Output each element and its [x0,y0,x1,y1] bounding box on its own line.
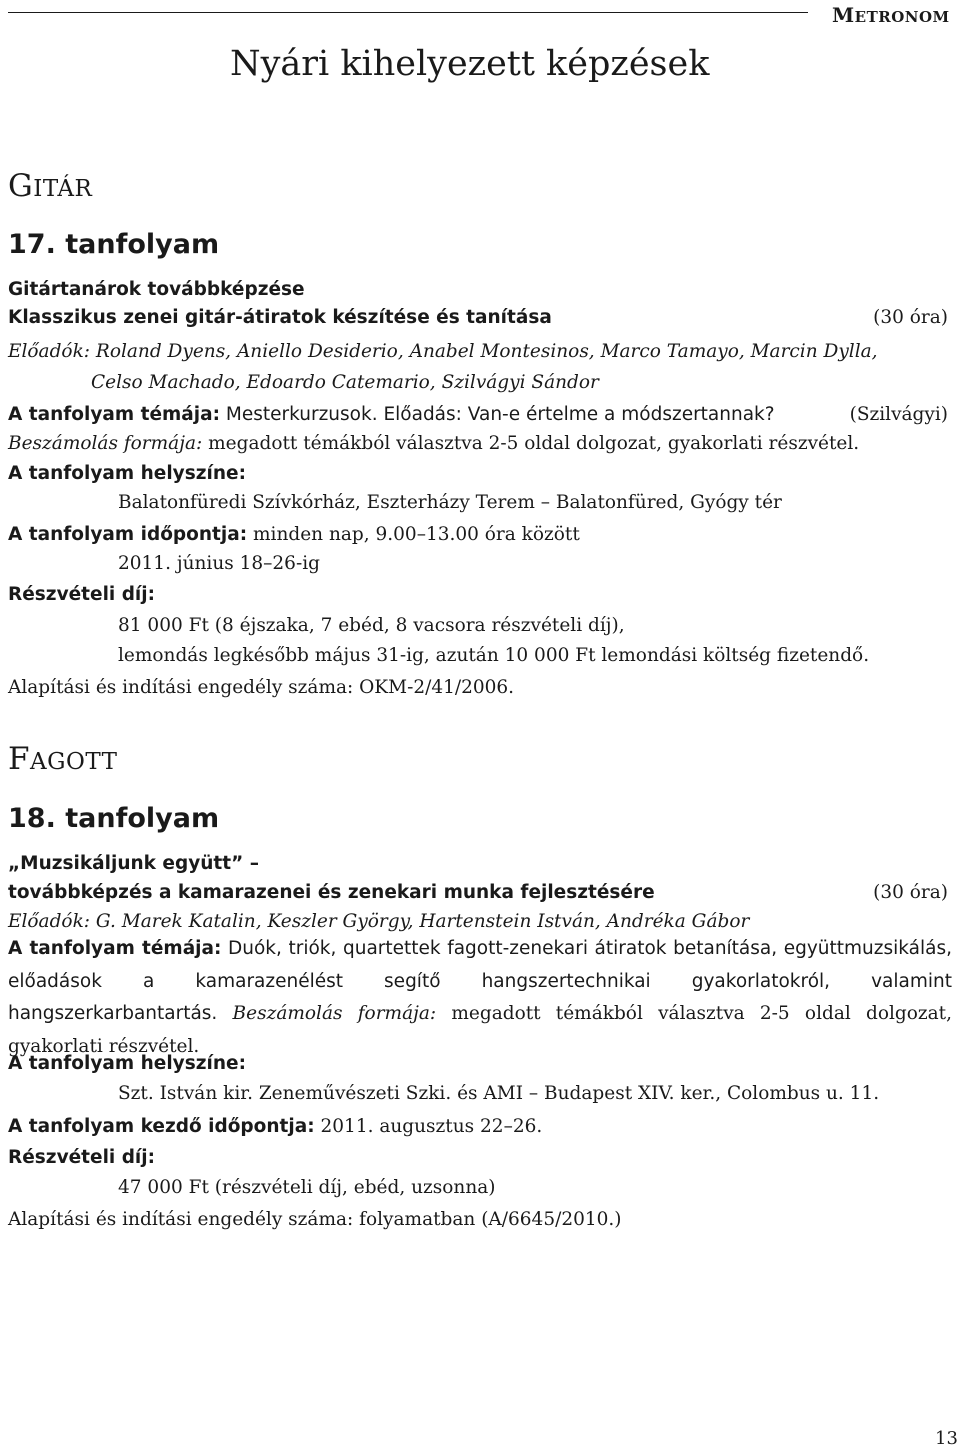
fee-label: Részvételi díj: [8,584,156,605]
course-title: továbbképzés a kamarazenei és zenekari munka fejlesztésére [8,882,655,903]
location-label: A tanfolyam helyszíne: [8,463,246,484]
course-number: 18. tanfolyam [8,803,220,834]
fee-value: 81 000 Ft (8 éjszaka, 7 ebéd, 8 vacsora részvételi díj), [118,615,625,636]
license-number: Alapítási és indítási engedély száma: folyamatban (A/6645/2010.) [8,1209,622,1230]
lecturers-line-continued: Celso Machado, Edoardo Catemario, Szilvágyi Sándor [91,372,599,393]
fee-label: Részvételi díj: [8,1147,156,1168]
course-topic: A tanfolyam témája: Duók, triók, quartettek fagott-zenekari átiratok betanítása, együttmuzsikálás, előadások a kamarazenélést segítő hangszertechnikai gyakorlatokról, valamint hangszerkarbantartás. Beszámolás formája: megadott témákból választva 2-5 oldal dolgozat, gyakorlati részvétel. [8,938,952,1057]
section-heading-fagott: FAGOTT [8,741,118,777]
course-title: Klasszikus zenei gitár-átiratok készítése és tanítása [8,307,552,328]
location-value: Szt. István kir. Zeneművészeti Szki. és AMI – Budapest XIV. ker., Colombus u. 11. [118,1083,880,1104]
course-subtitle: Gitártanárok továbbképzése [8,279,305,300]
course-start: A tanfolyam kezdő időpontja: 2011. augusztus 22–26. [8,1116,543,1137]
course-dates: 2011. június 18–26-ig [118,553,320,574]
course-subtitle: „Muzsikáljunk együtt” – [8,853,259,874]
course-time: A tanfolyam időpontja: minden nap, 9.00–13.00 óra között [8,524,580,545]
page-number: 13 [935,1428,958,1449]
license-number: Alapítási és indítási engedély száma: OKM-2/41/2006. [8,677,515,698]
section-heading-gitar: GITÁR [8,168,93,204]
course-number: 17. tanfolyam [8,229,220,260]
page-title: Nyári kihelyezett képzések [230,44,710,84]
lecturers-line: Előadók: G. Marek Katalin, Keszler György, Hartenstein István, Andréka Gábor [8,911,750,932]
brand-logo: METRONOM [832,3,950,27]
location-value: Balatonfüredi Szívkórház, Eszterházy Terem – Balatonfüred, Gyógy tér [118,492,782,513]
topic-note: (Szilvágyi) [849,404,948,425]
fee-cancellation: lemondás legkésőbb május 31-ig, azután 10 000 Ft lemondási költség fizetendő. [118,645,870,666]
lecturers-line: Előadók: Roland Dyens, Aniello Desiderio, Anabel Montesinos, Marco Tamayo, Marcin Dylla, [8,341,878,362]
course-topic: A tanfolyam témája: Mesterkurzusok. Előadás: Van-e értelme a módszertannak? [8,404,775,425]
fee-value: 47 000 Ft (részvételi díj, ebéd, uzsonna) [118,1177,496,1198]
location-label: A tanfolyam helyszíne: [8,1053,246,1074]
course-hours: (30 óra) [873,882,948,903]
report-form: Beszámolás formája: megadott témákból választva 2-5 oldal dolgozat, gyakorlati részvétel. [8,433,860,454]
course-hours: (30 óra) [873,307,948,328]
header-rule [8,12,808,13]
